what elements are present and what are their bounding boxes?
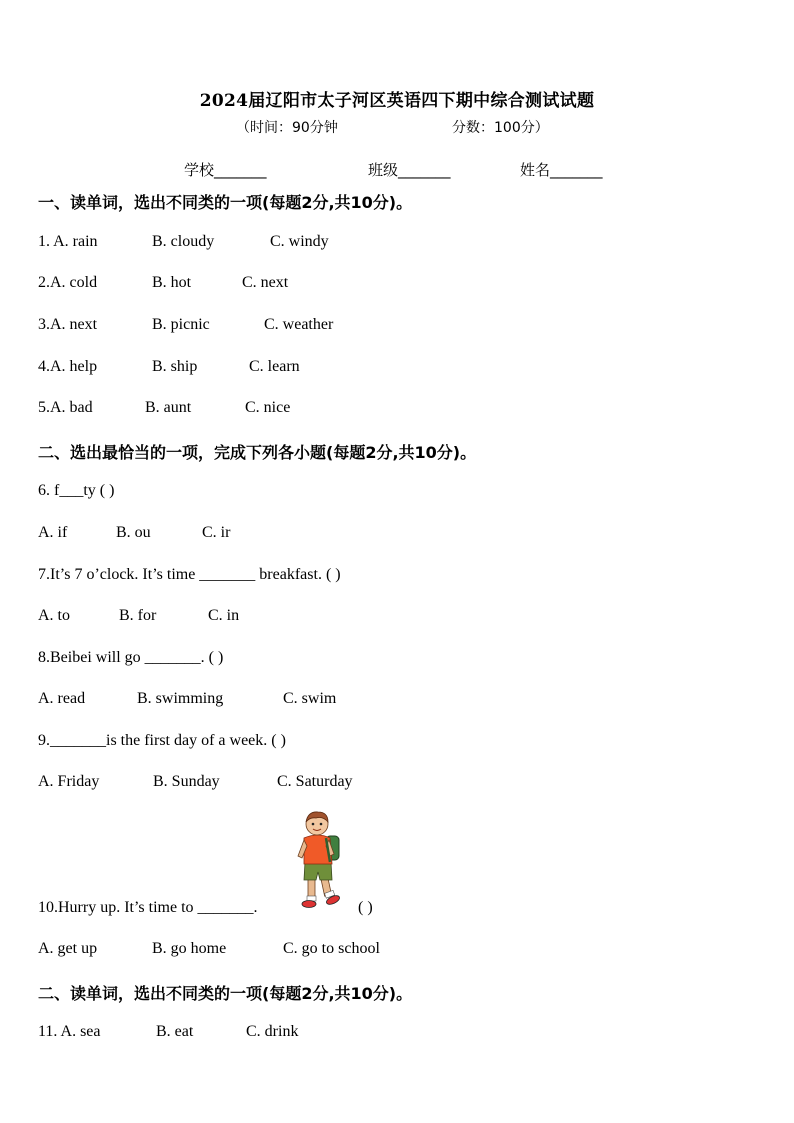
q1-option-c: C. windy	[270, 233, 329, 250]
page-title: 2024届辽阳市太子河区英语四下期中综合测试试题	[199, 91, 595, 111]
question-11	[38, 1023, 299, 1041]
section-1-title: 一、读单词，选出不同类的一项(每题2分,共10分)。	[38, 193, 413, 212]
question-6-options	[38, 524, 231, 542]
question-8-stem: 8.Beibei will go _______. ( )	[38, 649, 224, 666]
class-field: 班级_______	[368, 161, 451, 179]
q6-option-b: B. ou	[116, 524, 151, 541]
question-10-options	[38, 940, 380, 958]
question-10-stem: 10.Hurry up. It’s time to _______.	[38, 899, 258, 916]
question-9-options	[38, 773, 353, 791]
q8-option-c: C. swim	[283, 690, 337, 707]
question-3	[38, 316, 334, 334]
q3-option-c: C. weather	[264, 316, 334, 333]
q9-option-c: C. Saturday	[277, 773, 353, 790]
question-9-stem: 9._______is the first day of a week. ( )	[38, 732, 286, 749]
question-2	[38, 274, 289, 292]
q1-option-a: 1. A. rain	[38, 233, 98, 250]
section-2-title: 二、选出最恰当的一项，完成下列各小题(每题2分,共10分)。	[38, 443, 477, 462]
question-5	[38, 399, 291, 417]
q8-option-a: A. read	[38, 690, 86, 707]
question-1	[38, 233, 329, 251]
question-6-stem: 6. f___ty ( )	[38, 482, 115, 499]
q4-option-a: 4.A. help	[38, 358, 98, 375]
boy-with-backpack-icon	[296, 810, 344, 914]
question-8-options	[38, 690, 337, 708]
q9-option-a: A. Friday	[38, 773, 100, 790]
q5-option-c: C. nice	[245, 399, 291, 416]
question-10-answer-paren: ( )	[358, 899, 373, 916]
q1-option-b: B. cloudy	[152, 233, 215, 250]
q2-option-c: C. next	[242, 274, 289, 291]
q4-option-b: B. ship	[152, 358, 198, 375]
q11-option-c: C. drink	[246, 1023, 299, 1040]
q4-option-c: C. learn	[249, 358, 300, 375]
q2-option-a: 2.A. cold	[38, 274, 98, 291]
q11-option-b: B. eat	[156, 1023, 194, 1040]
q5-option-a: 5.A. bad	[38, 399, 93, 416]
question-7-options	[38, 607, 240, 625]
q11-option-a: 11. A. sea	[38, 1023, 101, 1040]
q8-option-b: B. swimming	[137, 690, 224, 707]
q2-option-b: B. hot	[152, 274, 192, 291]
q3-option-a: 3.A. next	[38, 316, 98, 333]
q5-option-b: B. aunt	[145, 399, 192, 416]
q10-option-a: A. get up	[38, 940, 98, 957]
question-4	[38, 358, 300, 376]
q6-option-a: A. if	[38, 524, 68, 541]
exam-time: （时间：90分钟	[236, 120, 338, 136]
q7-option-b: B. for	[119, 607, 157, 624]
q10-option-b: B. go home	[152, 940, 227, 957]
name-field: 姓名_______	[520, 161, 603, 179]
q6-option-c: C. ir	[202, 524, 231, 541]
q9-option-b: B. Sunday	[153, 773, 220, 790]
section-3-title: 二、读单词，选出不同类的一项(每题2分,共10分)。	[38, 984, 413, 1003]
exam-score: 分数：100分）	[452, 120, 549, 136]
q10-option-c: C. go to school	[283, 940, 380, 957]
school-field: 学校_______	[184, 161, 267, 179]
q7-option-c: C. in	[208, 607, 240, 624]
question-7-stem: 7.It’s 7 o’clock. It’s time _______ breakfast. ( )	[38, 566, 341, 583]
q7-option-a: A. to	[38, 607, 70, 624]
q3-option-b: B. picnic	[152, 316, 210, 333]
